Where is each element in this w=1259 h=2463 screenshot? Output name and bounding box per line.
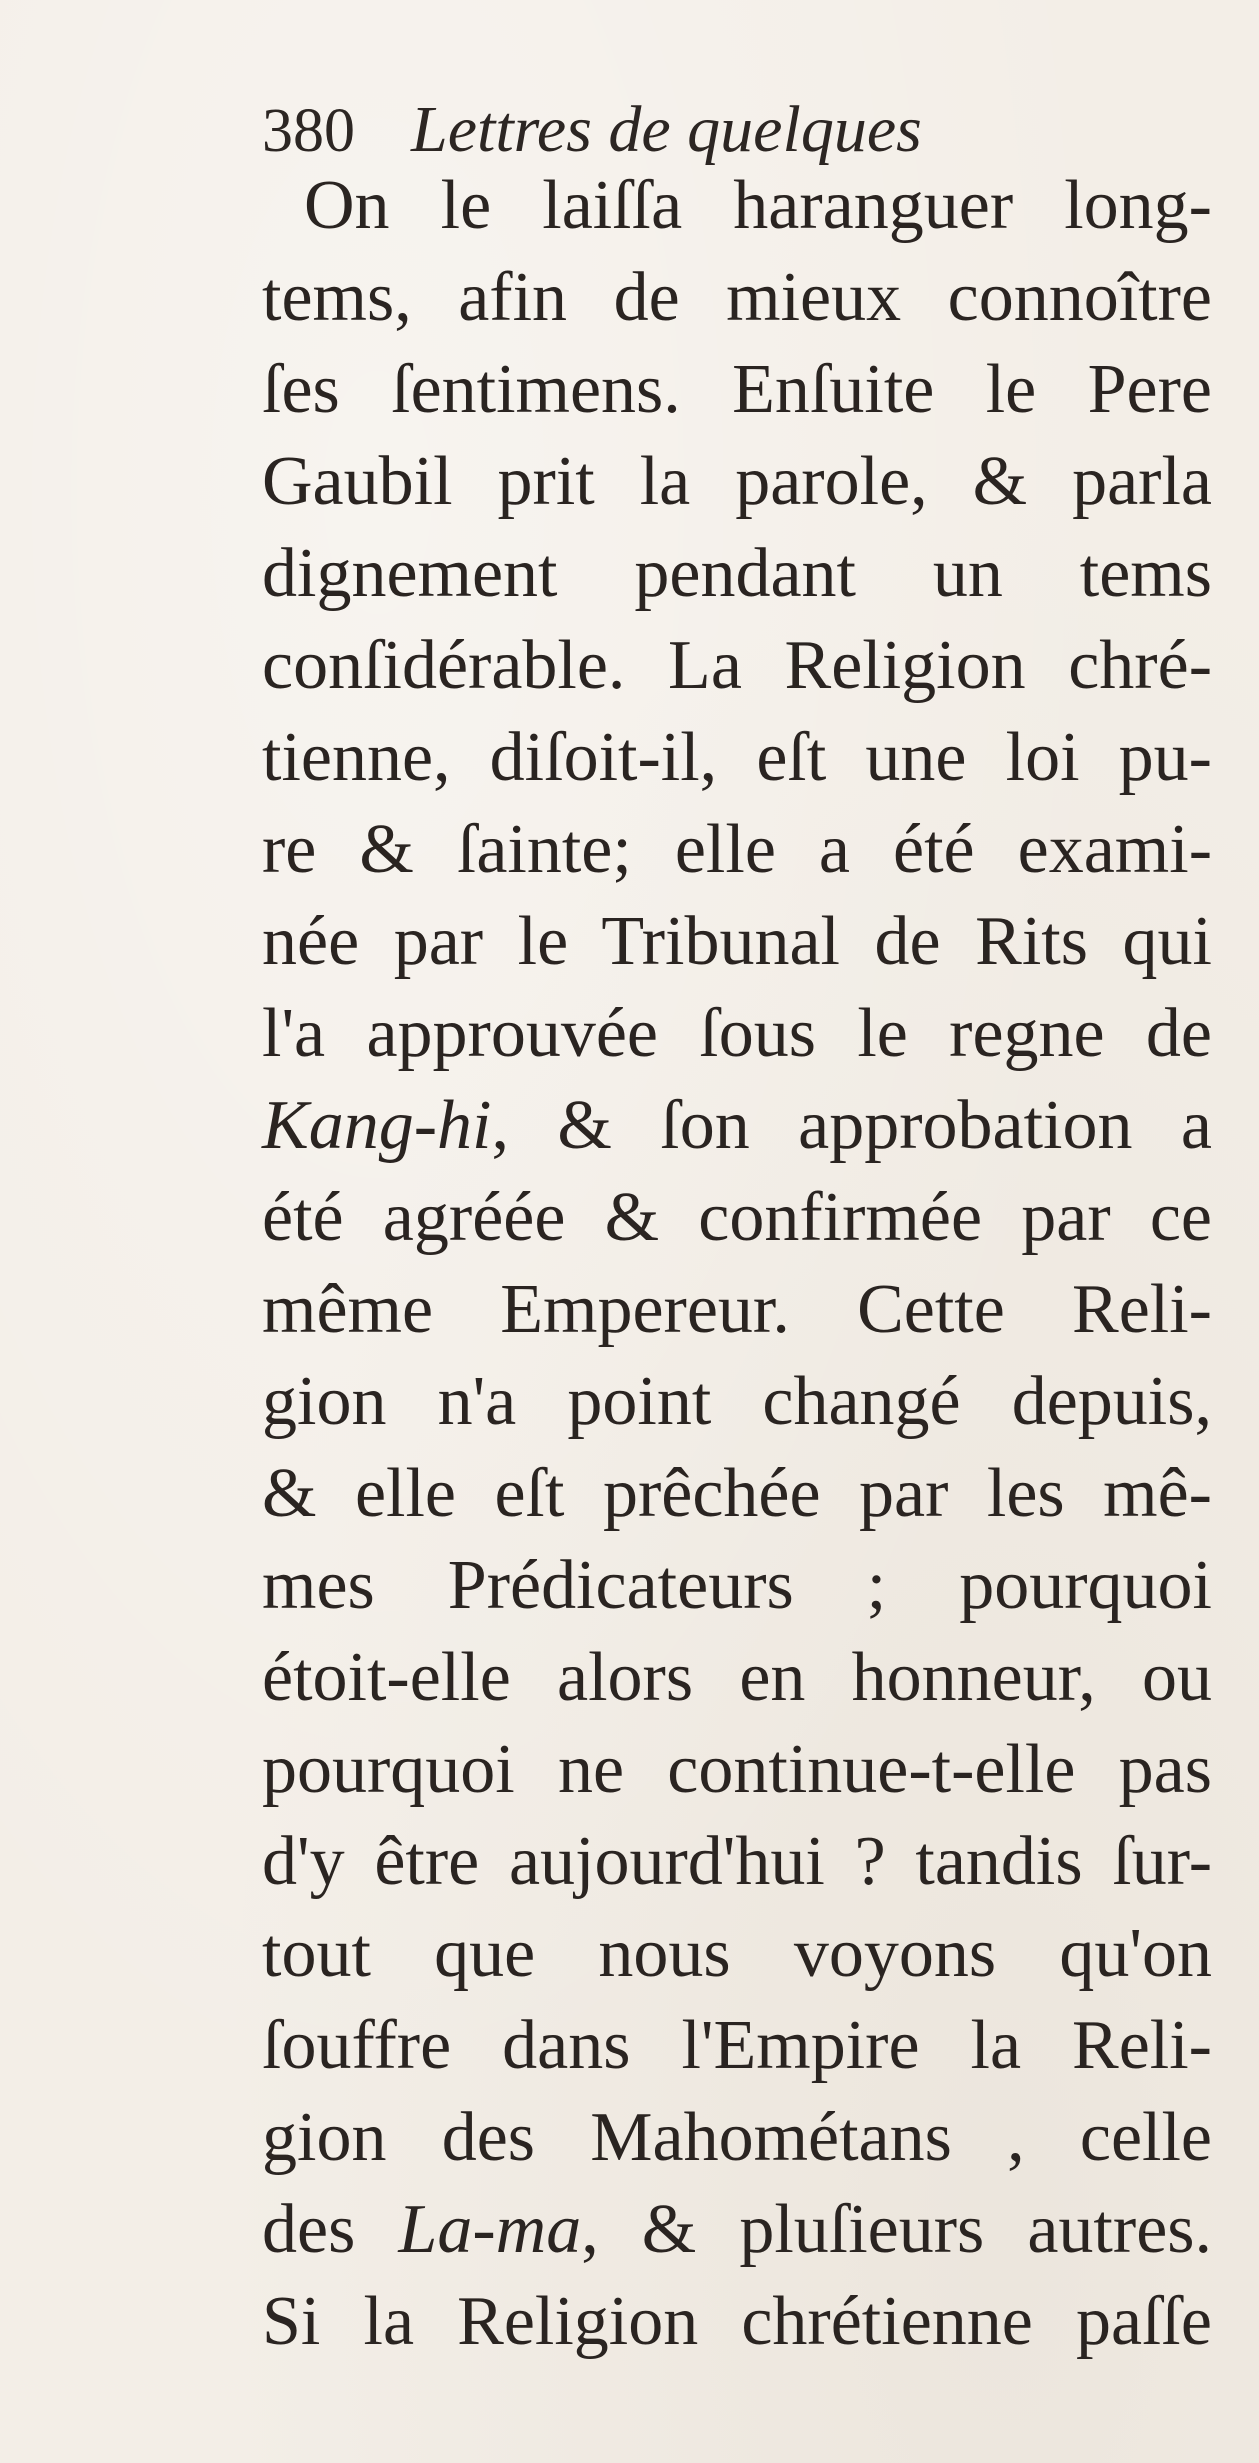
text-line: conſidérable. La Religion chré- — [262, 627, 1212, 704]
text-line: mes Prédicateurs ; pourquoi — [262, 1547, 1212, 1624]
text-line: tout que nous voyons qu'on — [262, 1915, 1212, 1992]
page-number: 380 — [262, 97, 355, 165]
text-line — [262, 1080, 1212, 1172]
text-line — [262, 2184, 1212, 2276]
text-line: Gaubil prit la parole, & parla — [262, 443, 1212, 520]
text-line: pourquoi ne continue-t-elle pas — [262, 1731, 1212, 1808]
text-line: tienne, diſoit-il, eſt une loi pu- — [262, 719, 1212, 796]
text-line: ſouffre dans l'Empire la Reli- — [262, 2007, 1212, 2084]
text-line: tems, afin de mieux connoître — [262, 259, 1212, 336]
text-line: née par le Tribunal de Rits qui — [262, 903, 1212, 980]
italic-name-kang-hi: Kang-hi — [262, 1087, 492, 1164]
text-line: gion des Mahométans , celle — [262, 2099, 1212, 2176]
text-fragment: des — [262, 2191, 399, 2268]
text-line: été agréée & confirmée par ce — [262, 1179, 1212, 1256]
text-line: Si la Religion chrétienne paſſe — [262, 2283, 1212, 2360]
text-line: d'y être aujourd'hui ? tandis ſur- — [262, 1823, 1212, 1900]
text-line: étoit-elle alors en honneur, ou — [262, 1639, 1212, 1716]
text-line: même Empereur. Cette Reli- — [262, 1271, 1212, 1348]
text-fragment: , & ſon approbation a — [491, 1087, 1212, 1164]
text-line: gion n'a point changé depuis, — [262, 1363, 1212, 1440]
text-line: re & ſainte; elle a été exami- — [262, 811, 1212, 888]
body-text — [262, 160, 1212, 2368]
text-line: ſes ſentimens. Enſuite le Pere — [262, 351, 1212, 428]
italic-name-la-ma: La-ma — [398, 2191, 582, 2268]
running-title: Lettres de quelques — [411, 93, 922, 166]
text-line: l'a approuvée ſous le regne de — [262, 995, 1212, 1072]
text-line: & elle eſt prêchée par les mê- — [262, 1455, 1212, 1532]
text-fragment: , & pluſieurs autres. — [581, 2191, 1213, 2268]
text-line: On le laiſſa haranguer long- — [304, 167, 1212, 244]
text-line: dignement pendant un tems — [262, 535, 1212, 612]
